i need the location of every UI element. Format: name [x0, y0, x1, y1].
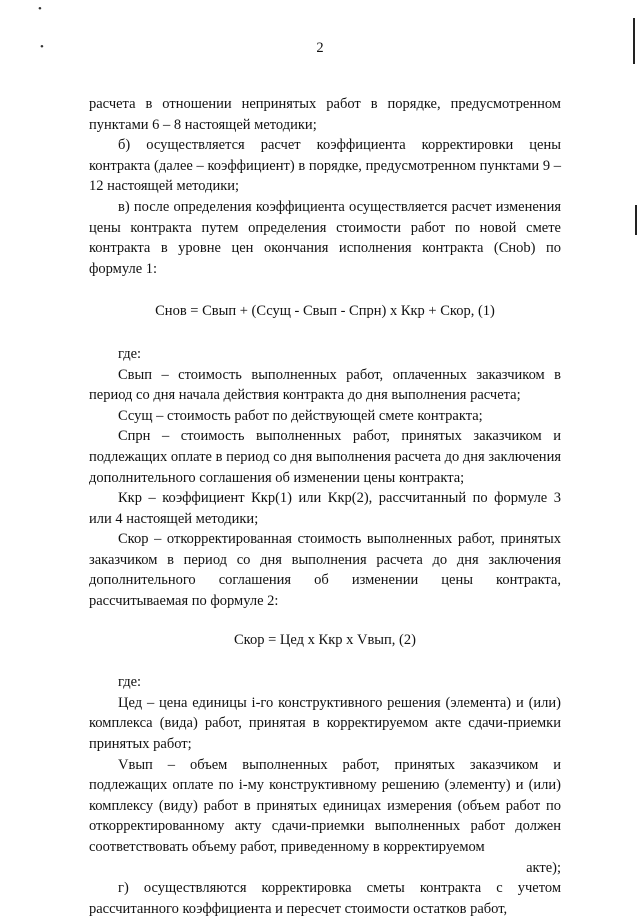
definition-item: Скор – откорректированная стоимость выполненных работ, принятых заказчиком в период со дня выполнения расчета до дня заключения дополнительного соглашения об изменении цены контракта, рассчитываемая по формуле 2:: [89, 531, 561, 610]
where-label: где:: [118, 674, 142, 691]
document-body: [89, 94, 561, 919]
paragraph: в) после определения коэффициента осуществляется расчет изменения цены контракта путем определения стоимости работ по новой смете контракта в уровне цен окончания исполнения контракта (Сноb) по формуле 1:: [89, 198, 561, 277]
formula-2: Скор = Цед х Ккр х Vвып, (2): [234, 631, 416, 648]
scan-edge-line: [635, 205, 637, 235]
formula-1: Снов = Свып + (Ссущ - Свып - Спрн) х Ккр + Скор, (1): [155, 303, 495, 320]
paragraph: б) осуществляется расчет коэффициента корректировки цены контракта (далее – коэффициент) в порядке, предусмотренном пунктами 9 – 12 настоящей методики;: [89, 137, 561, 195]
definition-item: Ссущ – стоимость работ по действующей смете контракта;: [118, 407, 483, 424]
definition-item: Vвып – объем выполненных работ, принятых заказчиком и подлежащих оплате по i-му конструктивному решению (элементу) и (или) комплексу (виду) работ в принятых единицах измерения (объем работ по откорректированному акту сдачи-приемки выполненных работ должен соответствовать объему работ, приведенному в корректируемом: [89, 756, 561, 855]
where-label: где:: [118, 345, 142, 362]
paragraph: г) осуществляются корректировка сметы контракта с учетом рассчитанного коэффициента и пересчет стоимости остатков работ,: [89, 880, 561, 917]
definition-item-end: [89, 858, 561, 879]
definition-item: Спрн – стоимость выполненных работ, принятых заказчиком и подлежащих оплате в период со дня выполнения расчета до дня заключения дополнительного соглашения об изменении цены контракта;: [89, 428, 561, 486]
definition-item: Цед – цена единицы i-го конструктивного решения (элемента) и (или) комплекса (вида) работ, принятая в корректируемом акте сдачи-приемки принятых работ;: [89, 694, 561, 753]
page-number: 2: [316, 40, 324, 56]
scan-mark: •: [40, 41, 44, 53]
line-end: акте);: [526, 859, 561, 876]
definition-item: Ккр – коэффициент Ккр(1) или Ккр(2), рассчитанный по формуле 3 или 4 настоящей методики;: [89, 490, 561, 527]
scan-mark: •: [38, 3, 42, 15]
paragraph: расчета в отношении непринятых работ в порядке, предусмотренном пунктами 6 – 8 настоящей методики;: [89, 96, 561, 133]
definition-item: Свып – стоимость выполненных работ, оплаченных заказчиком в период со дня начала действия контракта до дня выполнения расчета;: [89, 366, 561, 404]
